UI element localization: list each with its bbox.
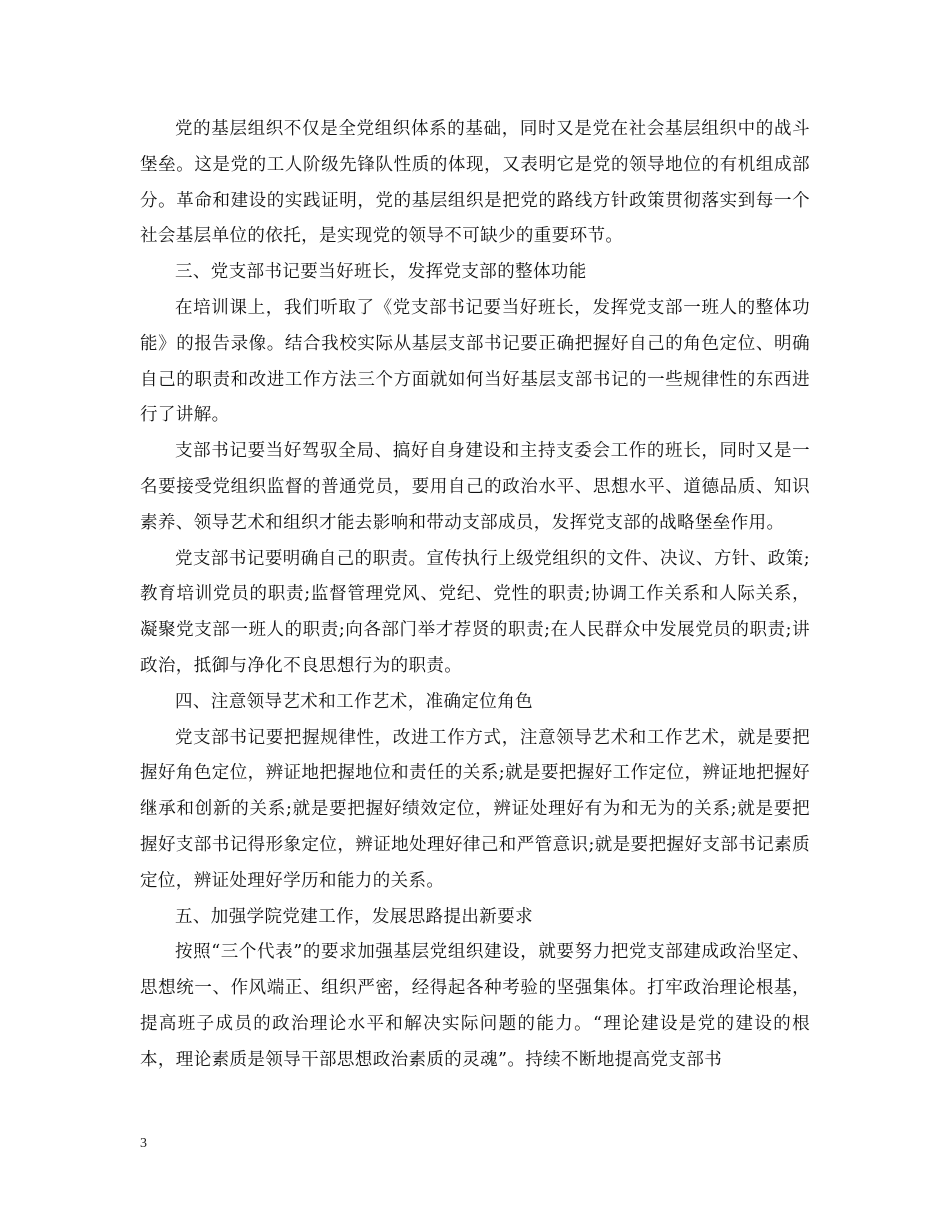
paragraph-training-report: 在培训课上，我们听取了《党支部书记要当好班长，发挥党支部一班人的整体功能》的报告录像。结合我校实际从基层支部书记要正确把握好自己的角色定位、明确自己的职责和改进工作方法三个方面就如何当好基层支部书记的一些规律性的东西进行了讲解。 <box>140 297 810 426</box>
paragraph-secretary-duties: 党支部书记要明确自己的职责。宣传执行上级党组织的文件、决议、方针、政策;教育培训党员的职责;监督管理党风、党纪、党性的职责;协调工作关系和人际关系，凝聚党支部一班人的职责;向各部门举才荐贤的职责;在人民群众中发展党员的职责;讲政治，抵御与净化不良思想行为的职责。 <box>140 548 810 676</box>
paragraph-basic-organization: 党的基层组织不仅是全党组织体系的基础，同时又是党在社会基层组织中的战斗堡垒。这是党的工人阶级先锋队性质的体现，又表明它是党的领导地位的有机组成部分。革命和建设的实践证明，党的基层组织是把党的路线方针政策贯彻落实到每一个社会基层单位的依托，是实现党的领导不可缺少的重要环节。 <box>140 119 810 247</box>
paragraph-leadership-art: 党支部书记要把握规律性，改进工作方式，注意领导艺术和工作艺术，就是要把握好角色定位，辨证地把握地位和责任的关系;就是要把握好工作定位，辨证地把握好继承和创新的关系;就是要把握好绩效定位，辨证处理好有为和无为的关系;就是要把握好支部书记得形象定位，辨证地处理好律己和严管意识;就是要把握好支部书记素质定位，辨证处理好学历和能力的关系。 <box>140 727 810 891</box>
section-heading-four: 四、注意领导艺术和工作艺术，准确定位角色 <box>175 691 533 712</box>
paragraph-three-represents: 按照“三个代表”的要求加强基层党组织建设，就要努力把党支部建成政治坚定、思想统一、作风端正、组织严密，经得起各种考验的坚强集体。打牢政治理论根基，提高班子成员的政治理论水平和解决实际问题的能力。“理论建设是党的建设的根本，理论素质是领导干部思想政治素质的灵魂”。持续不断地提高党支部书 <box>140 942 810 1070</box>
section-heading-five: 五、加强学院党建工作，发展思路提出新要求 <box>175 906 533 927</box>
section-heading-three: 三、党支部书记要当好班长，发挥党支部的整体功能 <box>175 262 587 283</box>
document-body <box>140 112 810 1079</box>
page-number: 3 <box>140 1136 147 1151</box>
paragraph-secretary-role: 支部书记要当好驾驭全局、搞好自身建设和主持支委会工作的班长，同时又是一名要接受党组织监督的普通党员，要用自己的政治水平、思想水平、道德品质、知识素养、领导艺术和组织才能去影响和带动支部成员，发挥党支部的战略堡垒作用。 <box>140 441 810 533</box>
